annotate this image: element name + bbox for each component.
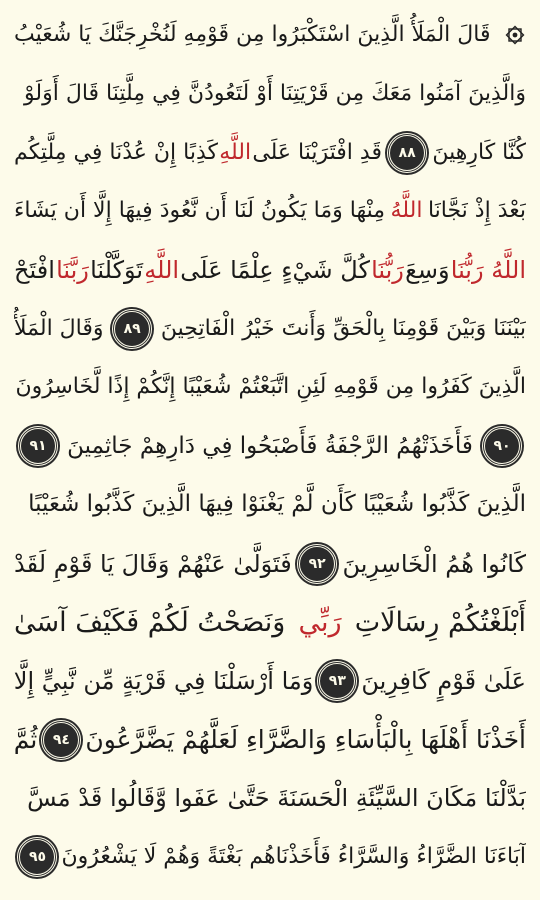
verse-text: وَسِعَ <box>405 256 450 285</box>
rub-el-hizb-icon <box>504 24 526 46</box>
ayah-number-marker: ٨٨ <box>387 133 427 173</box>
verse-line <box>14 299 526 358</box>
verse-line <box>14 123 526 182</box>
verse-line <box>14 241 526 300</box>
verse-text: عَلَىٰ قَوْمٍ كَافِرِينَ <box>361 666 526 695</box>
ayah-number-marker: ٩٠ <box>482 426 522 466</box>
ayah-number-marker: ٩٤ <box>41 720 81 760</box>
ayah-number-marker: ٩٣ <box>317 661 357 701</box>
verse-line <box>14 182 526 241</box>
verse-text: آبَاءَنَا الضَّرَّاءُ وَالسَّرَّاءُ فَأَخَذْنَاهُم بَغْتَةً وَهُمْ لَا يَشْعُرُونَ <box>61 843 526 869</box>
verse-text: فَأَخَذَتْهُمُ الرَّجْفَةُ فَأَصْبَحُوا فِي دَارِهِمْ جَاثِمِينَ <box>67 432 473 459</box>
verse-line <box>14 6 526 65</box>
ayah-number-marker: ٩٥ <box>17 837 57 877</box>
verse-text: وَقَالَ الْمَلَأُ <box>14 315 104 341</box>
verse-text: أَبْلَغْتُكُمْ رِسَالَاتِ <box>354 606 526 638</box>
verse-text: وَنَصَحْتُ لَكُمْ فَكَيْفَ آسَىٰ <box>14 606 286 638</box>
verse-line <box>14 710 526 769</box>
verse-text: بَدَّلْنَا مَكَانَ السَّيِّئَةِ الْحَسَنَةَ حَتَّىٰ عَفَوا وَّقَالُوا قَدْ مَسَّ <box>27 784 526 813</box>
verse-text: تَوَكَّلْنَا <box>90 256 144 285</box>
divine-name-text: رَبِّي <box>298 606 342 638</box>
ayah-number-marker: ٩١ <box>18 426 58 466</box>
verse-line <box>14 593 526 652</box>
verse-text: ثُمَّ <box>14 725 38 755</box>
verse-text: كَذِبًا إِنْ عُدْنَا فِي مِلَّتِكُم <box>14 139 218 165</box>
divine-name-text: اللَّهُ <box>390 198 423 224</box>
verse-text: وَمَا أَرْسَلْنَا فِي قَرْيَةٍ مِّن نَّبِيٍّ إِلَّا <box>14 666 314 695</box>
divine-name-text: رَبَّنَا <box>56 256 89 285</box>
verse-line <box>14 769 526 828</box>
verse-text: بَيْنَنَا وَبَيْنَ قَوْمِنَا بِالْحَقِّ وَأَنتَ خَيْرُ الْفَاتِحِينَ <box>160 315 526 341</box>
verse-text: كُلَّ شَيْءٍ عِلْمًا عَلَى <box>180 256 370 285</box>
divine-name-text: رَبُّنَا <box>371 256 404 285</box>
verse-text: كُنَّا كَارِهِينَ <box>432 139 526 165</box>
divine-name-text: اللَّهِ <box>219 139 252 165</box>
verse-text: الَّذِينَ كَذَّبُوا شُعَيْبًا كَأَن لَّمْ يَغْنَوْا فِيهَا الَّذِينَ كَذَّبُوا شُعَيْبًا <box>28 491 526 518</box>
verse-text: افْتَحْ <box>14 256 55 285</box>
verse-lines <box>14 6 526 886</box>
verse-line <box>14 652 526 711</box>
verse-text: مِنْهَا وَمَا يَكُونُ لَنَا أَن نَّعُودَ فِيهَا إِلَّا أَن يَشَاءَ <box>14 198 386 224</box>
verse-line <box>14 828 526 887</box>
verse-line <box>14 417 526 476</box>
verse-line <box>14 476 526 535</box>
verse-text: قَالَ الْمَلَأُ الَّذِينَ اسْتَكْبَرُوا مِن قَوْمِهِ لَنُخْرِجَنَّكَ يَا شُعَيْبُ <box>14 22 491 48</box>
verse-text: فَتَوَلَّىٰ عَنْهُمْ وَقَالَ يَا قَوْمِ لَقَدْ <box>14 549 292 578</box>
divine-name-text: اللَّهِ <box>144 256 180 285</box>
verse-line <box>14 65 526 124</box>
verse-text: كَانُوا هُمُ الْخَاسِرِينَ <box>342 549 526 578</box>
ayah-number-marker: ٩٢ <box>297 544 337 584</box>
ayah-number-marker: ٨٩ <box>112 309 152 349</box>
verse-text: وَالَّذِينَ آمَنُوا مَعَكَ مِن قَرْيَتِنَا أَوْ لَتَعُودُنَّ فِي مِلَّتِنَا قَالَ أَوَلَوْ <box>24 81 526 107</box>
verse-text: الَّذِينَ كَفَرُوا مِن قَوْمِهِ لَئِنِ اتَّبَعْتُمْ شُعَيْبًا إِنَّكُمْ إِذًا لَّخَاسِرُونَ <box>15 374 526 400</box>
verse-text: قَدِ افْتَرَيْنَا عَلَى <box>252 139 382 165</box>
verse-line <box>14 358 526 417</box>
divine-name-text: اللَّهُ رَبُّنَا <box>450 256 526 285</box>
verse-text: أَخَذْنَا أَهْلَهَا بِالْبَأْسَاءِ وَالضَّرَّاءِ لَعَلَّهُمْ يَضَّرَّعُونَ <box>85 725 526 755</box>
verse-text: بَعْدَ إِذْ نَجَّانَا <box>427 198 526 224</box>
verse-line <box>14 534 526 593</box>
